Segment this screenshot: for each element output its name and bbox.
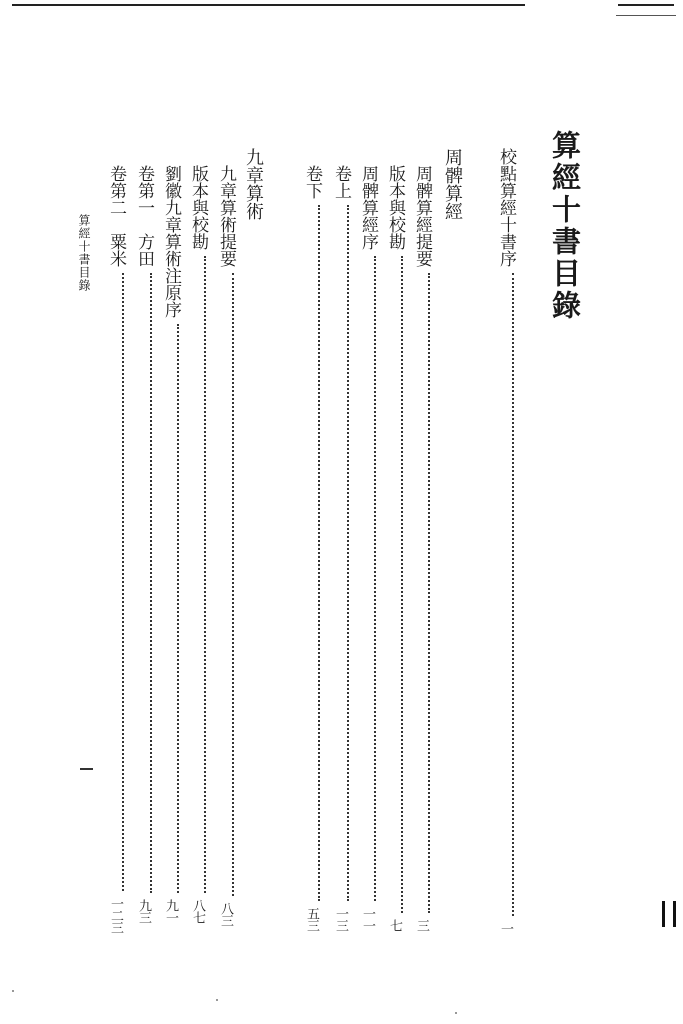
dot-leader — [122, 273, 124, 891]
top-rule — [12, 4, 525, 6]
toc-entry-page: 三 — [414, 919, 429, 931]
page-title: 算經十書目錄 — [548, 130, 582, 322]
toc-entry-page: 九三 — [136, 899, 151, 923]
dot-leader — [204, 256, 206, 893]
toc-entry[interactable] — [332, 165, 349, 931]
dot-leader — [401, 256, 403, 913]
toc-entry-label: 版本與校勘 — [188, 165, 208, 250]
toc-entry-page: 五三 — [304, 907, 319, 931]
dot-leader — [512, 273, 514, 916]
top-rule-right — [618, 4, 674, 6]
toc-entry-page: 九一 — [163, 899, 178, 923]
toc-entry[interactable] — [135, 165, 152, 923]
toc-entry-page: 一二三 — [108, 897, 123, 933]
toc-entry-page: 七 — [387, 919, 402, 931]
toc-entry-label: 九章算術提要 — [216, 165, 236, 267]
toc-entry[interactable] — [413, 165, 430, 931]
toc-entry-page: 八七 — [190, 899, 205, 923]
toc-entry[interactable] — [189, 165, 206, 923]
toc-entry-label: 周髀算經提要 — [412, 165, 432, 267]
dot-leader — [318, 205, 320, 901]
toc-entry-page: 一 — [498, 922, 513, 934]
top-rule-thin — [616, 15, 676, 16]
dot-leader — [374, 256, 376, 901]
toc-entry-label: 版本與校勘 — [385, 165, 405, 250]
toc-entry[interactable] — [217, 165, 234, 926]
toc-entry-label: 卷上 — [331, 165, 351, 199]
dot-leader — [347, 205, 349, 901]
toc-entry-label: 卷第一 方田 — [134, 165, 154, 267]
toc-entry-label: 劉徽九章算術注原序 — [161, 165, 181, 318]
toc-entry-label: 卷第二 粟米 — [106, 165, 126, 267]
section-heading: 周髀算經 — [442, 148, 463, 220]
toc-entry[interactable] — [107, 165, 124, 933]
dot-leader — [177, 324, 179, 893]
toc-entry-page: 一三 — [333, 907, 348, 931]
scan-speck — [455, 1012, 457, 1014]
toc-entry-preface[interactable] — [497, 148, 514, 934]
section-heading: 九章算術 — [243, 148, 264, 220]
toc-entry-label: 卷下 — [302, 165, 322, 199]
dot-leader — [428, 273, 430, 913]
toc-entry-page: 八三 — [218, 902, 233, 926]
toc-entry-label: 周髀算經序 — [358, 165, 378, 250]
scan-speck — [12, 990, 14, 992]
toc-entry[interactable] — [359, 165, 376, 931]
toc-entry[interactable] — [386, 165, 403, 931]
dot-leader — [232, 273, 234, 896]
scan-speck — [216, 999, 218, 1001]
toc-entry-label: 校點算經十書序 — [496, 148, 516, 267]
dot-leader — [150, 273, 152, 893]
folio-number — [80, 768, 93, 770]
toc-entry[interactable] — [303, 165, 320, 931]
toc-entry[interactable] — [162, 165, 179, 923]
toc-entry-page: 一一 — [360, 907, 375, 931]
running-title: 算經十書目錄 — [77, 214, 91, 292]
margin-mark — [662, 901, 676, 927]
